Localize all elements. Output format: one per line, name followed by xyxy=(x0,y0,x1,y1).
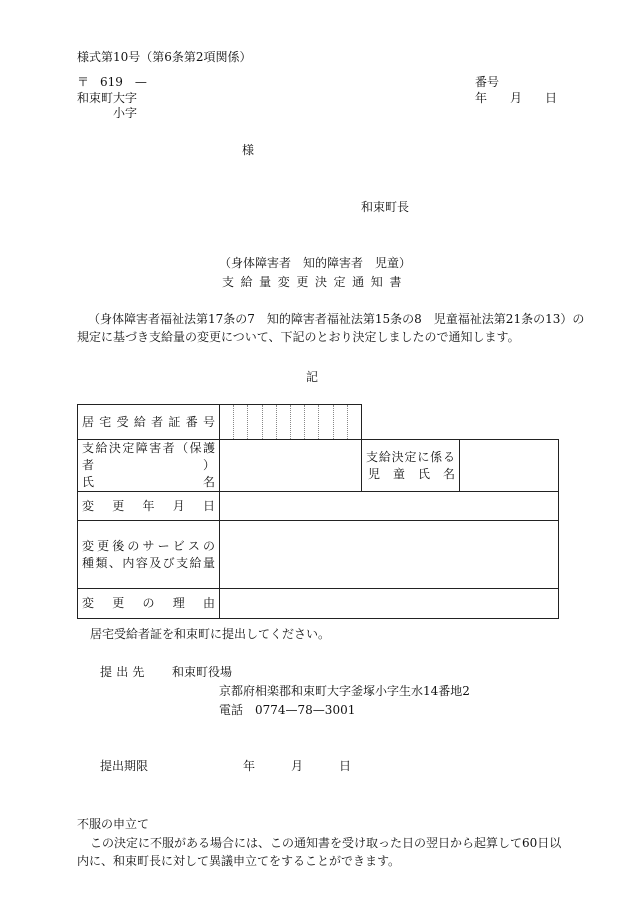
row-holder xyxy=(78,440,559,492)
reason-label-cell xyxy=(78,589,220,619)
child-label-line-1: 支給決定に係る xyxy=(366,449,455,464)
service-label-line-2: 種類、内容及び支給量 xyxy=(82,555,215,570)
appeal-heading: 不服の申立て xyxy=(77,817,150,831)
addressee-suffix: 様 xyxy=(242,143,255,157)
service-field[interactable] xyxy=(220,521,559,589)
change-date-label-cell xyxy=(78,492,220,521)
date-year: 年 xyxy=(475,91,488,105)
ki-heading: 記 xyxy=(306,370,319,384)
holder-label-line-2: 氏名 xyxy=(82,475,215,489)
submission-phone: 電話 0774—78—3001 xyxy=(219,703,356,717)
holder-label-line-1: 支給決定障害者（保護者） xyxy=(82,441,215,472)
certificate-digit-boxes xyxy=(220,405,361,439)
change-date-label: 変更年月日 xyxy=(82,498,215,513)
deadline-year: 年 xyxy=(243,759,256,773)
certificate-number-field[interactable] xyxy=(220,405,362,440)
row-reason xyxy=(78,589,559,619)
date-month: 月 xyxy=(510,91,523,105)
submission-address: 京都府相楽郡和束町大字釜塚小字生水14番地2 xyxy=(219,684,470,698)
row-certificate xyxy=(78,405,559,440)
holder-label-cell xyxy=(78,440,220,492)
address-line-1: 和束町大字 xyxy=(77,91,138,105)
body-text-line-1: （身体障害者福祉法第17条の7 知的障害者福祉法第15条の8 児童福祉法第21条の13）の xyxy=(88,312,585,326)
certificate-label-cell xyxy=(78,405,220,440)
deadline-month: 月 xyxy=(291,759,304,773)
number-label: 番号 xyxy=(475,75,500,89)
child-label-line-2: 児童氏名 xyxy=(368,466,455,481)
reason-field[interactable] xyxy=(220,589,559,619)
reason-label: 変更の理由 xyxy=(82,596,215,610)
appeal-line-2: 内に、和束町長に対して異議申立てをすることができます。 xyxy=(77,854,401,868)
appeal-line-1: この決定に不服がある場合には、この通知書を受け取った日の翌日から起算して60日以 xyxy=(90,836,562,850)
date-day: 日 xyxy=(545,91,558,105)
postal-code: 619 — xyxy=(100,75,147,89)
title-categories: （身体障害者 知的障害者 児童） xyxy=(218,256,411,270)
service-label-cell xyxy=(78,521,220,589)
row-change-date xyxy=(78,492,559,521)
address-line-2: 小字 xyxy=(113,106,138,120)
deadline-label: 提出期限 xyxy=(100,759,149,773)
issuer: 和束町長 xyxy=(361,200,410,214)
deadline-day: 日 xyxy=(339,759,352,773)
submission-dest-label: 提出先 xyxy=(100,665,149,679)
title-main: 支給量変更決定通知書 xyxy=(221,275,408,289)
child-label-cell xyxy=(362,440,460,492)
form-number: 様式第10号（第6条第2項関係） xyxy=(77,50,252,64)
decision-table xyxy=(77,404,559,619)
submission-dest-name: 和束町役場 xyxy=(172,665,233,679)
holder-name-field[interactable] xyxy=(220,440,362,492)
submission-instruction: 居宅受給者証を和束町に提出してください。 xyxy=(90,627,331,641)
service-label-line-1: 変更後のサービスの xyxy=(82,538,215,553)
body-text-line-2: 規定に基づき支給量の変更について、下記のとおり決定しましたので通知します。 xyxy=(77,330,520,344)
child-name-field[interactable] xyxy=(460,440,559,492)
row-service xyxy=(78,521,559,589)
postal-mark: 〒 xyxy=(77,75,90,89)
change-date-field[interactable] xyxy=(220,492,559,521)
certificate-label: 居宅受給者証番号 xyxy=(82,414,215,429)
